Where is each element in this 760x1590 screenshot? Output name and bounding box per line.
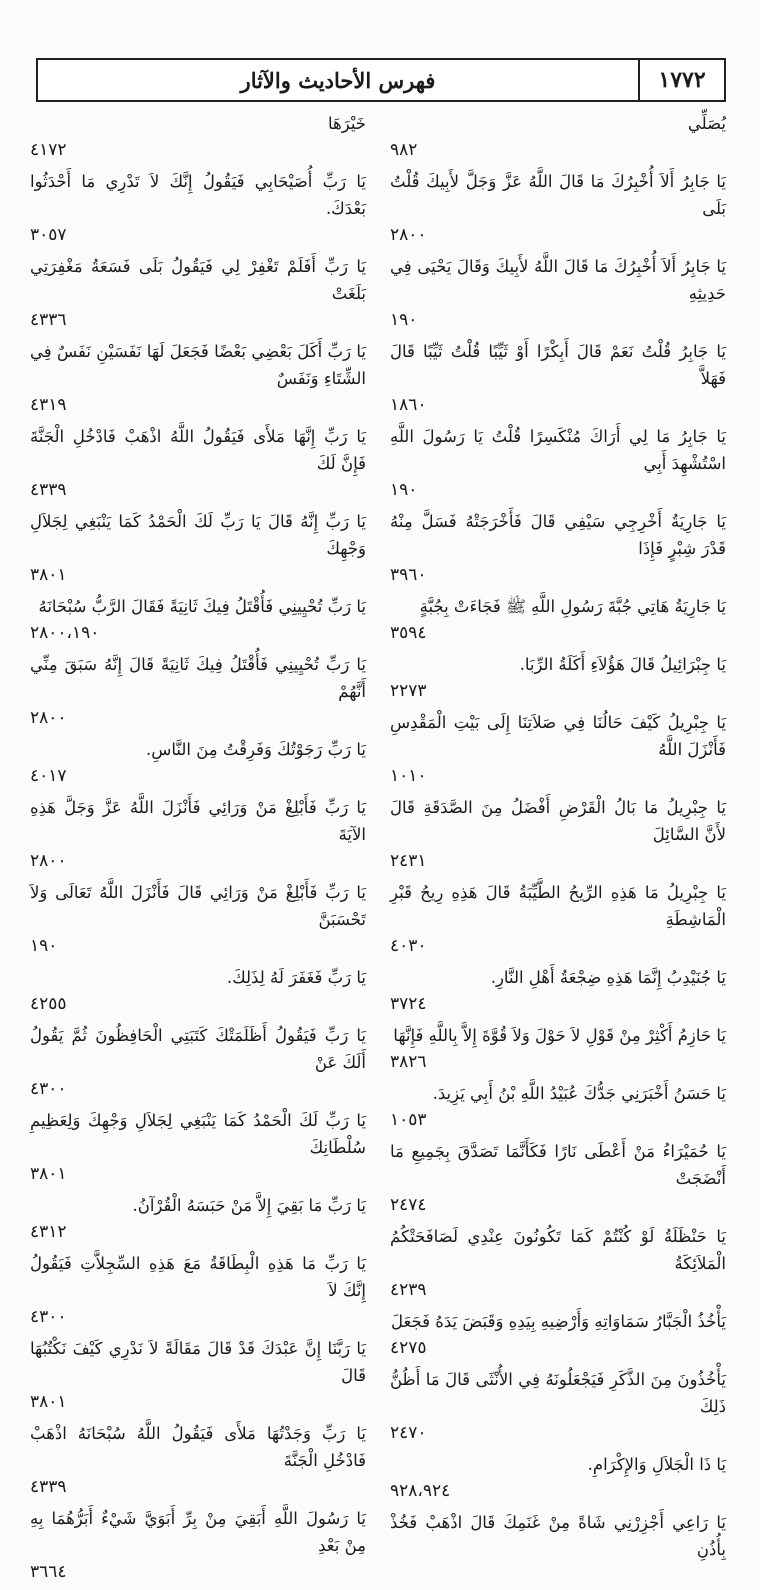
entry-text: يَا ذَا الْجَلاَلِ وَالإِكْرَامِ. xyxy=(587,1455,726,1474)
entry-text: يَا جَابِرُ قُلْتُ نَعَمْ قَالَ أَبِكْرًا أَوْ ثَيِّبًا قُلْتُ ثَيِّبًا قَالَ فَهَلاَّ xyxy=(390,342,726,388)
entry-reference-number: ٤٠١٧ xyxy=(30,766,67,786)
index-entry xyxy=(390,1451,726,1505)
entry-reference-number: ٣٩٦٠ xyxy=(390,565,427,585)
index-entry xyxy=(30,1107,366,1188)
index-entry xyxy=(30,110,366,164)
entry-text: يَا حَنْظَلَةُ لَوْ كُنْتُمْ كَمَا تَكُونُونَ عِنْدِي لَصَافَحَتْكُمُ الْمَلاَئِكَةُ xyxy=(390,1227,726,1273)
index-entry xyxy=(390,508,726,589)
entry-reference-number: ٢٨٠٠،١٩٠ xyxy=(30,623,100,643)
entry-reference-number: ٣٨٠١ xyxy=(30,1164,67,1184)
entry-text: يَأْخُذُونَ مِنَ الذَّكَرِ فَيَجْعَلُونَهُ فِي الأُنْثَى قَالَ مَا أَظُنُّ ذَلِكَ xyxy=(390,1370,726,1416)
entry-text: يَا جِبْرَائِيلُ قَالَ هَؤُلاَءِ أَكَلَةُ الرِّبَا. xyxy=(519,655,726,674)
entry-text: يَا حَسَنُ أَخْبَرَنِي جَدُّكَ عُبَيْدُ اللَّهِ بْنُ أَبِي يَزِيدَ. xyxy=(432,1084,726,1103)
index-entry xyxy=(390,1022,726,1076)
entry-text: يَا رَبِّ مَا بَقِيَ إِلاَّ مَنْ حَبَسَهُ الْقُرْآنُ. xyxy=(132,1196,366,1215)
page-number: ١٧٧٢ xyxy=(638,60,724,100)
entry-reference-number: ٤٢٧٥ xyxy=(390,1338,427,1358)
entry-reference-number: ٤٣٣٩ xyxy=(30,1477,67,1497)
entry-text: يَا رَبِّ لَكَ الْحَمْدُ كَمَا يَنْبَغِي لِجَلاَلِ وَجْهِكَ وَلِعَظِيمِ سُلْطَانِكَ xyxy=(30,1111,366,1157)
entry-text: يَا رَبِّ فَأَبْلِغْ مَنْ وَرَائِي فَأَنْزَلَ اللَّهُ عَزَّ وَجَلَّ هَذِهِ الآيَةَ xyxy=(30,798,366,844)
entry-reference-number: ٢٢٧٣ xyxy=(390,681,427,701)
entry-reference-number: ٤٣٣٦ xyxy=(30,310,67,330)
entry-text: يَا جِبْرِيلُ مَا هَذِهِ الرِّيحُ الطَّيِّبَةُ قَالَ هَذِهِ رِيحُ قَبْرِ الْمَاشِطَةِ xyxy=(390,883,726,929)
index-entry xyxy=(390,709,726,790)
entry-text: يَا رَبِّ إِنَّهُ قَالَ يَا رَبِّ لَكَ الْحَمْدُ كَمَا يَنْبَغِي لِجَلاَلِ وَجْهِكَ xyxy=(30,512,366,558)
entry-text: يَا جَابِرُ أَلاَ أُخْبِرُكَ مَا قَالَ اللَّهُ عَزَّ وَجَلَّ لأَبِيكَ قُلْتُ بَلَى xyxy=(390,172,726,218)
entry-reference-number: ٤٣١٢ xyxy=(30,1222,67,1242)
entry-text: يَا رَبِّ أَكَلَ بَعْضِي بَعْضًا فَجَعَلَ لَهَا نَفَسَيْنِ نَفَسٌ فِي الشِّتَاءِ وَنَفَسٌ xyxy=(30,342,366,388)
index-entry xyxy=(30,1420,366,1501)
index-entry xyxy=(390,1223,726,1304)
entry-text: يَا رَبِّ إِنَّهَا مَلأَى فَيَقُولُ اللَّهُ اذْهَبْ فَادْخُلِ الْجَنَّةَ فَإِنَّ لَكَ xyxy=(30,427,366,473)
entry-reference-number: ٢٤٣١ xyxy=(390,851,427,871)
entry-reference-number: ٤٢٣٩ xyxy=(390,1280,427,1300)
entry-text: يَا رَبِّ فَيَقُولُ أَظَلَمَتْكَ كَتَبَتِي الْحَافِظُونَ ثُمَّ يَقُولُ أَلَكَ عَنْ xyxy=(30,1026,366,1072)
index-entry xyxy=(390,593,726,647)
entry-text: يَا جَارِيَةُ أَخْرِجِي سَيْفِي قَالَ فَأَخْرَجَتْهُ فَسَلَّ مِنْهُ قَدْرَ شِبْرٍ فَإِذَا xyxy=(390,512,726,558)
entry-text: يَا رَبِّ فَأَبْلِغْ مَنْ وَرَائِي قَالَ فَأَنْزَلَ اللَّهُ تَعَالَى وَلاَ تَحْسَبَنَّ xyxy=(30,883,366,929)
entry-reference-number: ١٠٥٣ xyxy=(390,1110,427,1130)
entry-text: يَا رَبِّ تُحْيِينِي فَأُقْتَلُ فِيكَ ثَانِيَةً قَالَ إِنَّهُ سَبَقَ مِنِّي أَنَّهُمْ xyxy=(30,655,366,701)
entry-reference-number: ٤٣٣٩ xyxy=(30,480,67,500)
left-column xyxy=(30,110,366,1590)
entry-text: يَأْخُذُ الْجَبَّارُ سَمَاوَاتِهِ وَأَرْضِيهِ بِيَدِهِ وَقَبَضَ يَدَهُ فَجَعَلَ xyxy=(391,1312,726,1331)
entry-text: يَا حُمَيْرَاءُ مَنْ أَعْطَى نَارًا فَكَأَنَّمَا تَصَدَّقَ بِجَمِيعِ مَا أَنْضَجَتْ xyxy=(390,1142,726,1188)
entry-reference-number: ١٩٠ xyxy=(390,310,418,330)
entry-reference-number: ١٩٠ xyxy=(30,936,58,956)
index-entry xyxy=(390,651,726,705)
entry-text: يَا رَبِّ وَجَدْتُهَا مَلأَى فَيَقُولُ اللَّهُ سُبْحَانَهُ اذْهَبْ فَادْخُلِ الْجَنَّةَ xyxy=(30,1424,366,1470)
entry-reference-number: ١٨٦٠ xyxy=(390,395,427,415)
index-entry xyxy=(30,1022,366,1103)
index-entry xyxy=(390,110,726,164)
index-entry xyxy=(30,964,366,1018)
entry-reference-number: ٣٠٥٧ xyxy=(30,225,67,245)
index-entry xyxy=(30,253,366,334)
entry-reference-number: ٩٨٢ xyxy=(390,140,418,160)
entry-reference-number: ٣٨٠١ xyxy=(30,565,67,585)
index-entry xyxy=(390,1366,726,1447)
entry-text: يَا جَابِرُ مَا لِي أَرَاكَ مُنْكَسِرًا قُلْتُ يَا رَسُولَ اللَّهِ اسْتُشْهِدَ أَبِي xyxy=(390,427,726,473)
entry-text: يَا جَارِيَةُ هَاتِي جُبَّةَ رَسُولِ اللَّهِ ﷺ فَجَاءَتْ بِجُبَّةٍ xyxy=(419,597,726,616)
entry-reference-number: ٢٨٠٠ xyxy=(30,851,67,871)
index-entry xyxy=(30,1192,366,1246)
entry-reference-number: ٤٢٥٥ xyxy=(30,994,67,1014)
index-entry xyxy=(390,794,726,875)
entry-text: يَا رَبِّ مَا هَذِهِ الْبِطَاقَةُ مَعَ هَذِهِ السِّجِلاَّتِ فَيَقُولُ إِنَّكَ لاَ xyxy=(30,1254,366,1300)
index-entry xyxy=(30,1505,366,1586)
index-entry xyxy=(390,1080,726,1134)
index-entry xyxy=(390,338,726,419)
index-entry xyxy=(30,423,366,504)
index-entry xyxy=(30,879,366,960)
entry-reference-number: ٤٠٣٠ xyxy=(390,936,427,956)
entry-text: يَا جَابِرُ أَلاَ أُخْبِرُكَ مَا قَالَ اللَّهُ لأَبِيكَ وَقَالَ يَحْيَى فِي حَدِيثِهِ xyxy=(390,257,726,303)
entry-text: يَا رَبِّ تُحْيِينِي فَأُقْتَلُ فِيكَ ثَانِيَةً فَقَالَ الرَّبُّ سُبْحَانَهُ xyxy=(38,597,366,616)
entry-reference-number: ٣٨٢٦ xyxy=(390,1052,427,1072)
entry-reference-number: ٣٦٦٤ xyxy=(30,1562,67,1582)
index-entry xyxy=(390,1509,726,1563)
entry-reference-number: ٤١٧٢ xyxy=(30,140,67,160)
index-entry xyxy=(390,168,726,249)
entry-text: يَا جِبْرِيلُ مَا بَالُ الْقَرْضِ أَفْضَلُ مِنَ الصَّدَقَةِ قَالَ لأَنَّ السَّائِلَ xyxy=(390,798,726,844)
entry-reference-number: ٣٨٠١ xyxy=(30,1392,67,1412)
entry-text: يَا جِبْرِيلُ كَيْفَ حَالُنَا فِي صَلاَتِنَا إِلَى بَيْتِ الْمَقْدِسِ فَأَنْزَلَ اللَّهُ xyxy=(390,713,726,759)
index-entry xyxy=(30,593,366,647)
page-header xyxy=(36,58,726,102)
index-entry xyxy=(30,508,366,589)
entry-text: يَا رَاعِي أَجْزِرْنِي شَاةً مِنْ غَنَمِكَ قَالَ اذْهَبْ فَخُذْ بِأُذُنِ xyxy=(390,1513,726,1559)
entry-text: يَا حَازِمُ أَكْثِرْ مِنْ قَوْلِ لاَ حَوْلَ وَلاَ قُوَّةَ إِلاَّ بِاللَّهِ فَإِنَّهَا xyxy=(393,1026,726,1045)
index-entry xyxy=(390,964,726,1018)
entry-text: يُصَلِّي xyxy=(687,114,726,133)
index-entry xyxy=(30,1250,366,1331)
entry-reference-number: ٤٣٠٠ xyxy=(30,1079,67,1099)
index-entry xyxy=(30,168,366,249)
entry-text: يَا رَبِّ رَجَوْتُكَ وَفَرِقْتُ مِنَ النَّاسِ. xyxy=(146,740,366,759)
entry-reference-number: ٢٨٠٠ xyxy=(30,708,67,728)
entry-text: يَا رَسُولَ اللَّهِ أَبَقِيَ مِنْ بِرِّ أَبَوَيَّ شَيْءٌ أَبَرُّهُمَا بِهِ مِنْ بَعْدِ xyxy=(30,1509,366,1555)
entry-reference-number: ٣٥٩٤ xyxy=(390,623,427,643)
entry-text: يَا رَبِّ فَغَفَرَ لَهُ لِذَلِكَ. xyxy=(226,968,366,987)
entry-text: يَا جُنَيْدِبُ إِنَّمَا هَذِهِ ضِجْعَةُ أَهْلِ النَّارِ. xyxy=(490,968,726,987)
entry-reference-number: ٢٨٠٠ xyxy=(390,225,427,245)
entry-reference-number: ١٩٠ xyxy=(390,480,418,500)
index-entry xyxy=(30,1335,366,1416)
entry-reference-number: ٢٤٧٠ xyxy=(390,1423,427,1443)
index-entry xyxy=(30,338,366,419)
index-entry xyxy=(30,651,366,732)
entry-text: يَا رَبِّ أُصَيْحَابِي فَيَقُولُ إِنَّكَ لاَ تَدْرِي مَا أَحْدَثُوا بَعْدَكَ. xyxy=(30,172,366,218)
index-entry xyxy=(390,1138,726,1219)
entry-reference-number: ١٠١٠ xyxy=(390,766,427,786)
index-entry xyxy=(390,1308,726,1362)
index-entry xyxy=(30,736,366,790)
page-title: فهرس الأحاديث والآثار xyxy=(240,67,436,93)
entry-reference-number: ٤٣١٩ xyxy=(30,395,67,415)
index-entry xyxy=(30,794,366,875)
index-entry xyxy=(390,253,726,334)
entry-reference-number: ٣٧٢٤ xyxy=(390,994,427,1014)
entry-reference-number: ٩٢٨،٩٢٤ xyxy=(390,1481,451,1501)
index-entry xyxy=(390,879,726,960)
entry-reference-number: ٤٣٠٠ xyxy=(30,1307,67,1327)
right-column xyxy=(390,110,726,1567)
entry-text: خَيْرَهَا xyxy=(327,114,366,133)
entry-text: يَا رَبَّنَا إِنَّ عَبْدَكَ قَدْ قَالَ مَقَالَةً لاَ نَدْرِي كَيْفَ نَكْتُبُهَا قَالَ xyxy=(30,1339,366,1385)
index-entry xyxy=(390,423,726,504)
entry-text: يَا رَبِّ أَفَلَمْ تَغْفِرْ لِي فَيَقُولُ بَلَى فَسَعَةُ مَغْفِرَتِي بَلَغَتْ xyxy=(30,257,366,303)
entry-reference-number: ٢٤٧٤ xyxy=(390,1195,427,1215)
